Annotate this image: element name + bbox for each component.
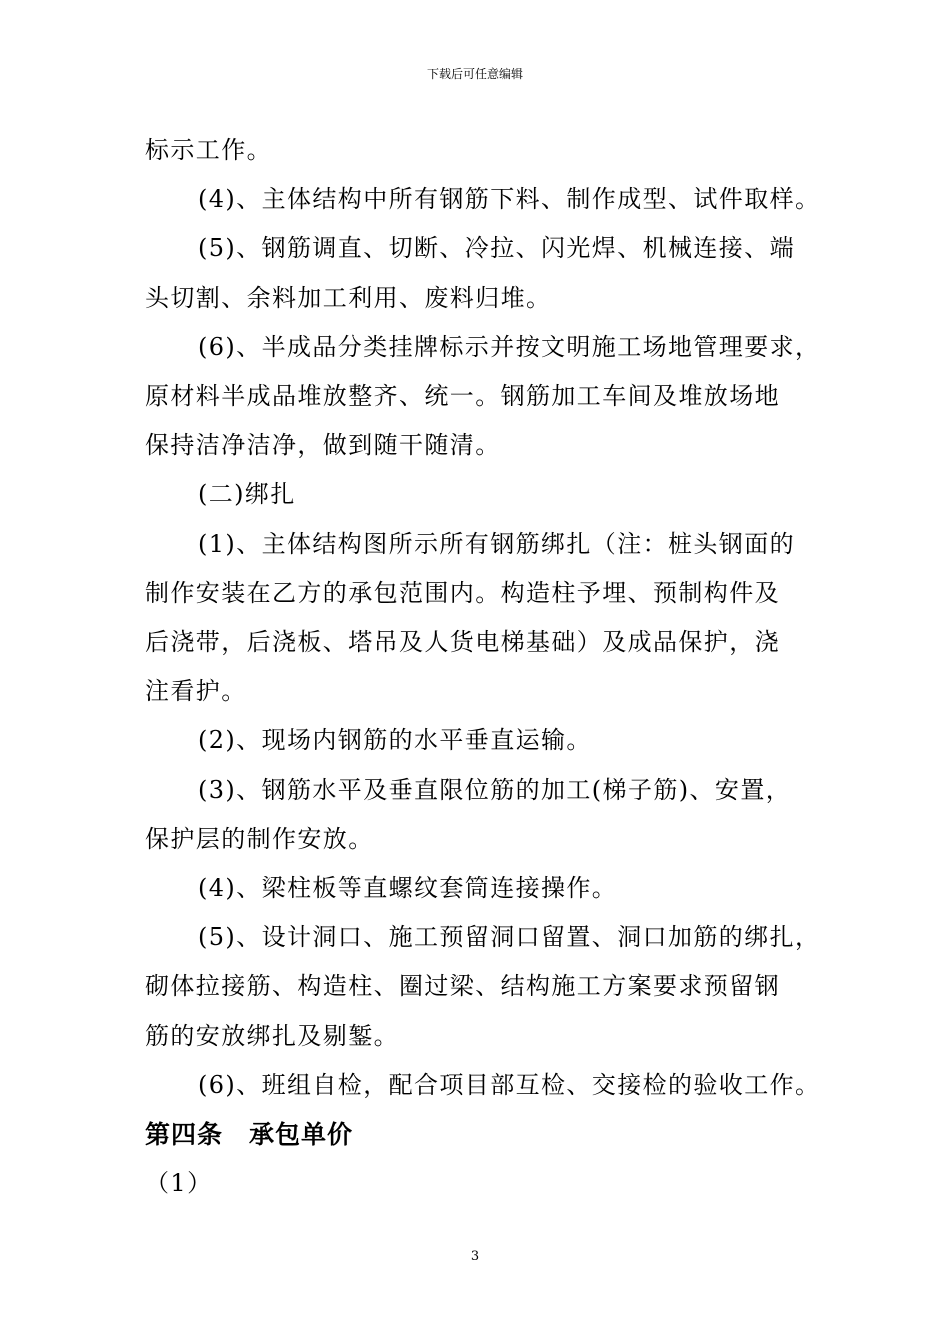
body-line: (4)、梁柱板等直螺纹套筒连接操作。	[198, 874, 618, 903]
article-heading: 第四条 承包单价	[145, 1120, 354, 1150]
page-number: 3	[470, 1249, 480, 1264]
body-line: (2)、现场内钢筋的水平垂直运输。	[198, 726, 592, 755]
body-line: 头切割、余料加工利用、废料归堆。	[145, 283, 552, 312]
document-body	[145, 126, 820, 1208]
body-line: 后浇带，后浇板、塔吊及人货电梯基础）及成品保护，浇	[145, 628, 780, 657]
body-line: 保护层的制作安放。	[145, 824, 374, 853]
body-line: (6)、班组自检，配合项目部互检、交接检的验收工作。	[198, 1070, 821, 1099]
body-line: (5)、钢筋调直、切断、冷拉、闪光焊、机械连接、端	[198, 234, 795, 263]
body-line: 注看护。	[145, 677, 247, 706]
page-header: 下载后可任意编辑	[426, 67, 523, 81]
body-line: 砌体拉接筋、构造柱、圈过梁、结构施工方案要求预留钢	[145, 972, 780, 1001]
body-line: (1)、主体结构图所示所有钢筋绑扎（注：桩头钢面的	[198, 529, 795, 558]
body-line: 制作安装在乙方的承包范围内。构造柱予埋、预制构件及	[145, 578, 780, 607]
body-line: 原材料半成品堆放整齐、统一。钢筋加工车间及堆放场地	[145, 382, 780, 411]
body-line: (3)、钢筋水平及垂直限位筋的加工(梯子筋)、安置，	[198, 775, 792, 804]
body-line: (4)、主体结构中所有钢筋下料、制作成型、试件取样。	[198, 185, 821, 214]
body-line: （1）	[145, 1169, 213, 1198]
body-line: 标示工作。	[145, 136, 272, 164]
body-line: (5)、设计洞口、施工预留洞口留置、洞口加筋的绑扎，	[198, 923, 821, 952]
body-line: (6)、半成品分类挂牌标示并按文明施工场地管理要求，	[198, 332, 821, 361]
section-heading-binding: (二)绑扎	[198, 480, 296, 509]
body-line: 保持洁净洁净，做到随干随清。	[145, 431, 501, 460]
body-line: 筋的安放绑扎及剔錾。	[145, 1021, 399, 1050]
